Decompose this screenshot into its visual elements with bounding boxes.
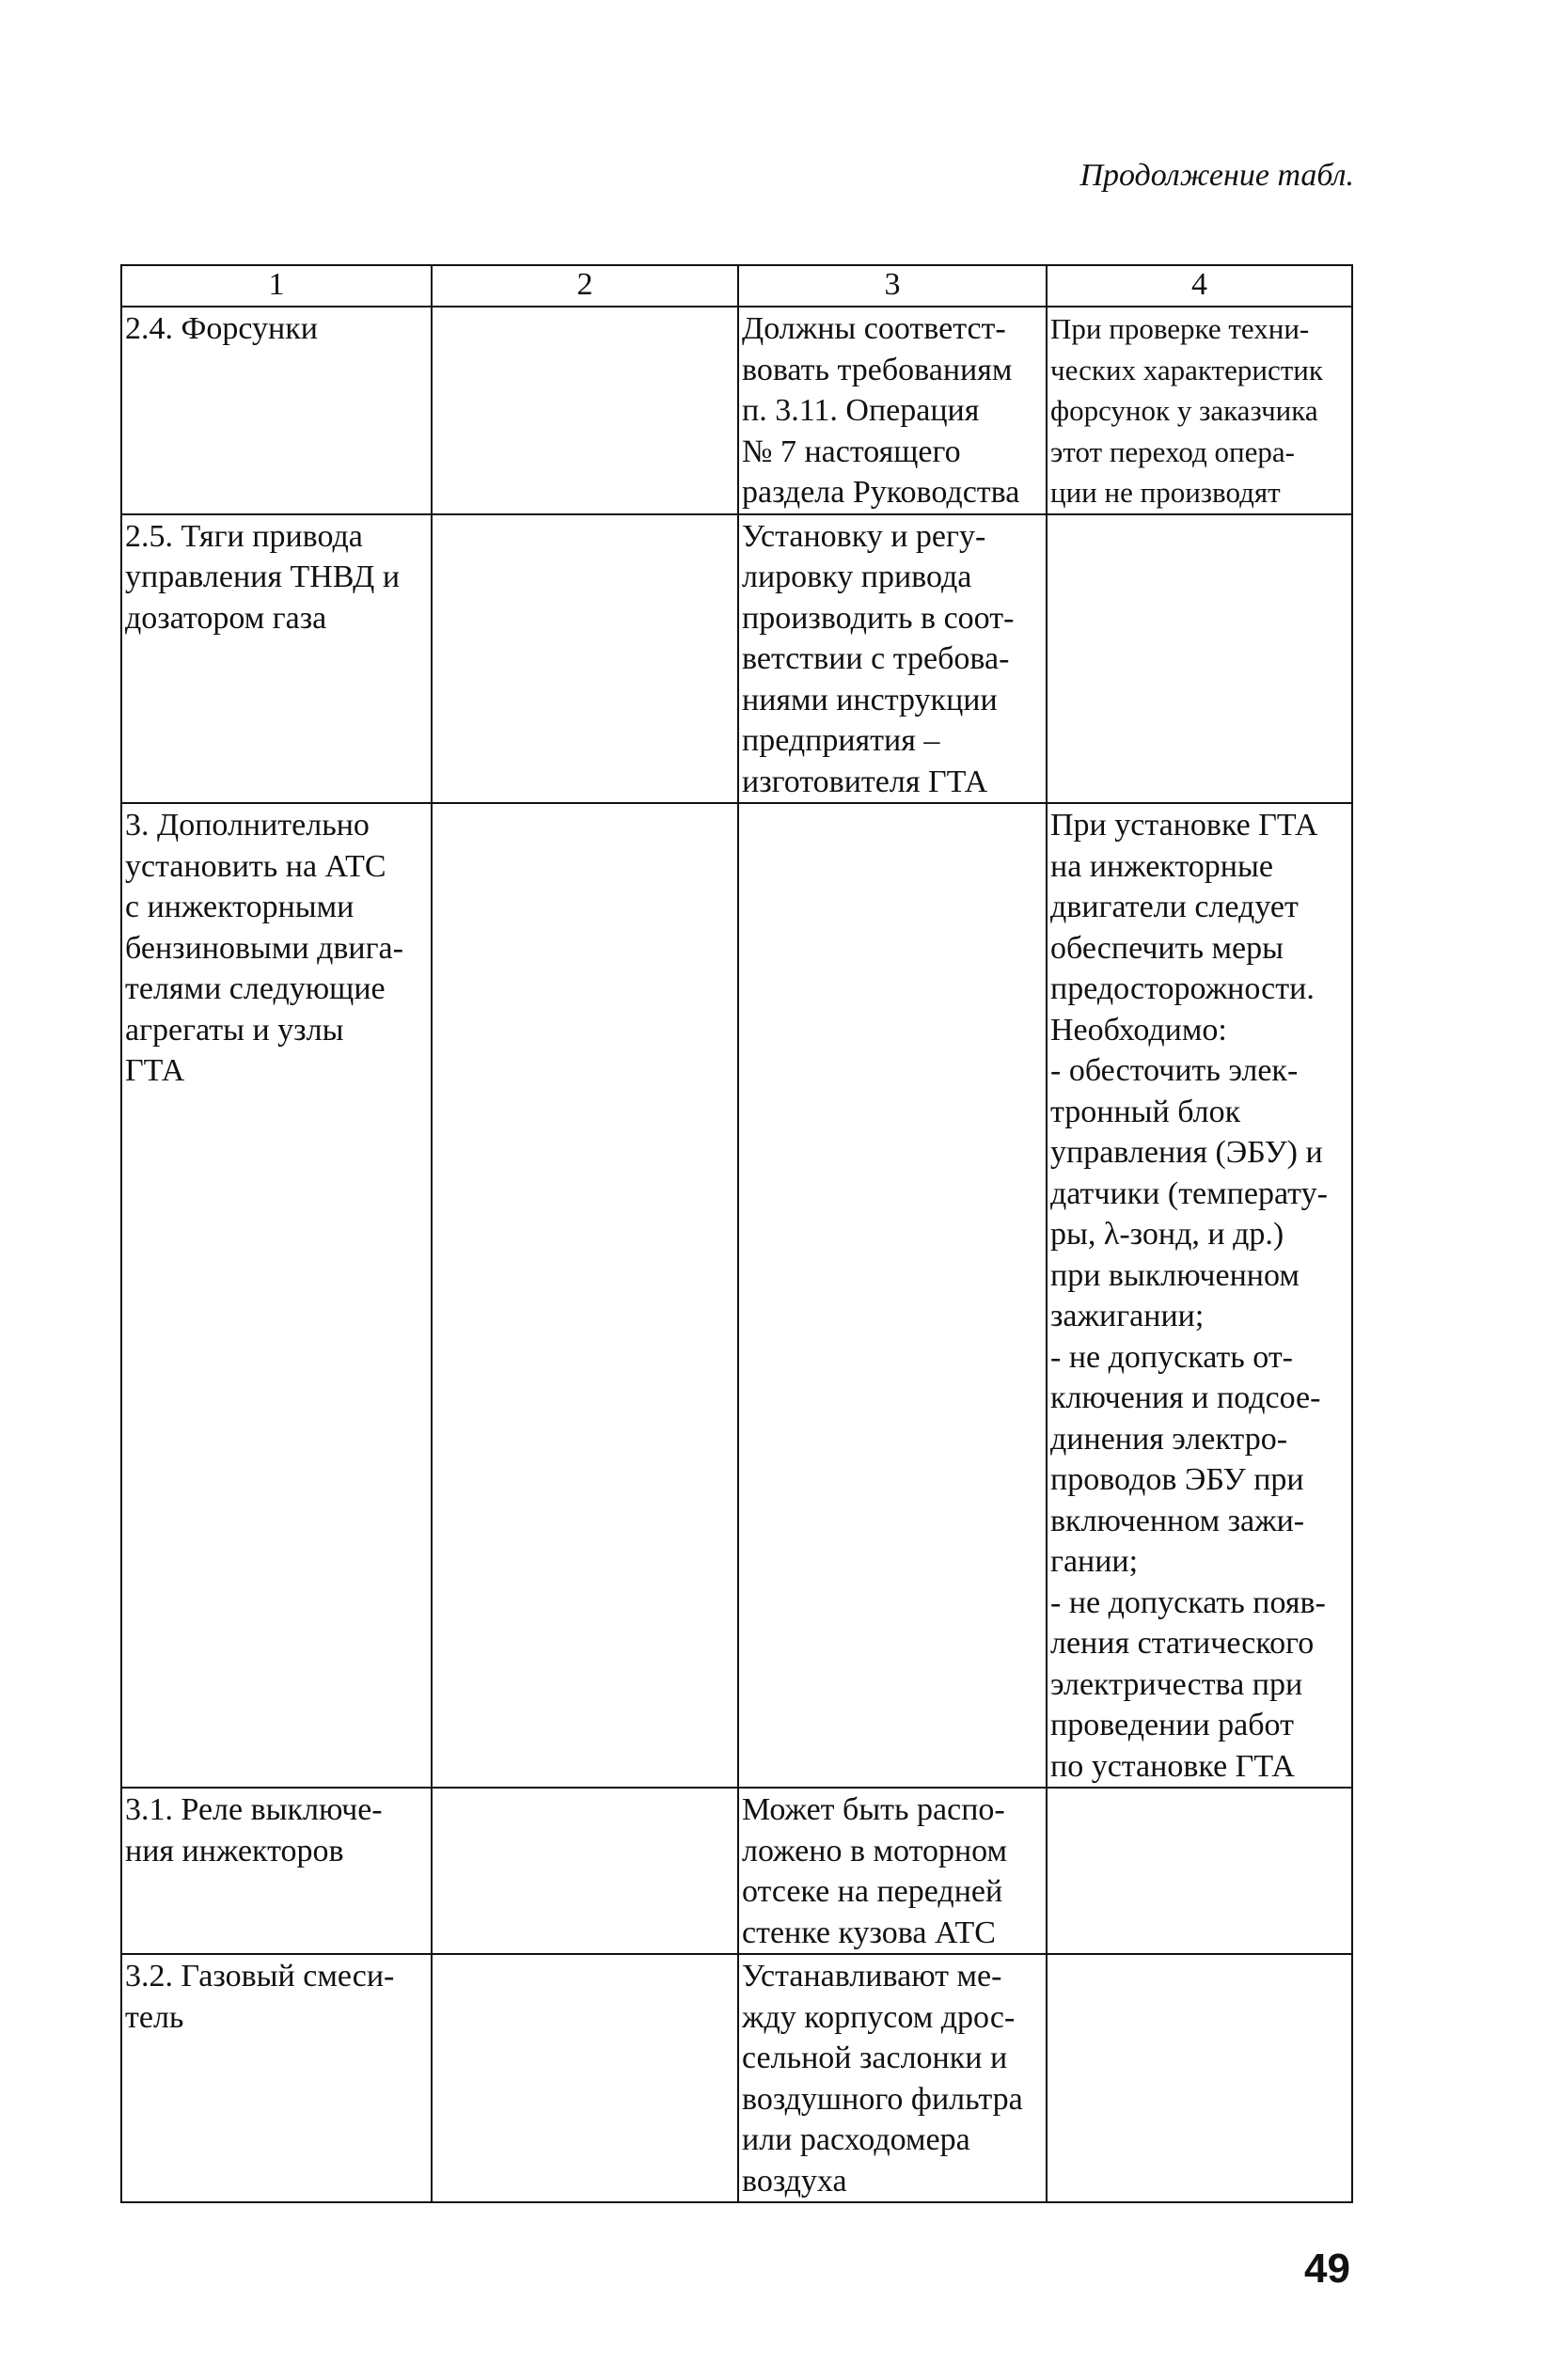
cell-empty <box>1047 1954 1352 2202</box>
cell-line: проведении работ <box>1050 1708 1294 1742</box>
cell-line: - обесточить элек- <box>1050 1053 1299 1088</box>
cell-item <box>121 1954 432 2202</box>
table-continuation-label: Продолжение табл. <box>1079 158 1354 193</box>
cell-line: бензиновыми двига- <box>125 930 403 966</box>
cell-line: ниями инструкции <box>742 682 998 717</box>
column-header-4: 4 <box>1047 265 1352 307</box>
cell-line: 2.5. Тяги привода <box>125 518 363 554</box>
cell-line: ческих характеристик <box>1050 353 1323 386</box>
cell-line: При проверке техни- <box>1050 312 1310 345</box>
cell-line: с инжекторными <box>125 890 354 924</box>
cell-line: 3.1. Реле выключе- <box>125 1792 383 1827</box>
cell-line: управления (ЭБУ) и <box>1050 1135 1323 1170</box>
cell-notes <box>1047 803 1352 1788</box>
cell-requirements <box>738 514 1047 804</box>
cell-line: Может быть распо- <box>742 1792 1005 1827</box>
cell-line: ры, λ-зонд, и др.) <box>1050 1217 1284 1252</box>
cell-line: № 7 настоящего <box>742 433 961 469</box>
cell-line: тронный блок <box>1050 1094 1241 1129</box>
cell-requirements <box>738 307 1047 514</box>
table-row <box>121 307 1352 514</box>
cell-line: этот переход опера- <box>1050 434 1295 468</box>
cell-line: Устанавливают ме- <box>742 1959 1002 1994</box>
cell-line: датчики (температу- <box>1050 1175 1328 1211</box>
cell-line: 2.4. Форсунки <box>125 311 318 346</box>
cell-line: при выключенном <box>1050 1257 1300 1293</box>
table-row <box>121 514 1352 804</box>
cell-line: Установку и регу- <box>742 518 986 554</box>
cell-line: 3.2. Газовый смеси- <box>125 1959 395 1994</box>
cell-line: изготовителя ГТА <box>742 764 988 799</box>
cell-item <box>121 307 432 514</box>
cell-line: на инжекторные <box>1050 848 1273 884</box>
cell-line: лировку привода <box>742 560 972 594</box>
cell-line: Должны соответст- <box>742 311 1006 346</box>
cell-notes <box>1047 307 1352 514</box>
cell-line: по установке ГТА <box>1050 1748 1295 1784</box>
cell-line: форсунок у заказчика <box>1050 394 1318 427</box>
cell-requirements <box>738 1788 1047 1954</box>
cell-line: стенке кузова АТС <box>742 1915 996 1950</box>
cell-line: включенном зажи- <box>1050 1503 1305 1538</box>
cell-empty <box>432 1788 738 1954</box>
cell-empty <box>432 1954 738 2202</box>
cell-line: вовать требованиям <box>742 352 1013 387</box>
cell-item <box>121 1788 432 1954</box>
cell-empty <box>432 307 738 514</box>
cell-line: электричества при <box>1050 1666 1303 1702</box>
cell-line: Необходимо: <box>1050 1012 1227 1048</box>
cell-empty <box>432 803 738 1788</box>
cell-line: - не допускать от- <box>1050 1339 1294 1375</box>
cell-empty <box>1047 514 1352 804</box>
cell-line: гании; <box>1050 1544 1139 1579</box>
cell-item <box>121 803 432 1788</box>
column-header-2: 2 <box>432 265 738 307</box>
page-number: 49 <box>1304 2246 1350 2292</box>
cell-line: п. 3.11. Операция <box>742 393 980 428</box>
cell-line: ключения и подсое- <box>1050 1380 1321 1415</box>
cell-line: динения электро- <box>1050 1421 1288 1457</box>
table-row <box>121 1788 1352 1954</box>
table-row <box>121 1954 1352 2202</box>
cell-line: - не допускать появ- <box>1050 1584 1326 1620</box>
cell-line: агрегаты и узлы <box>125 1012 344 1048</box>
cell-line: двигатели следует <box>1050 890 1299 924</box>
cell-line: воздушного фильтра <box>742 2081 1023 2117</box>
cell-line: предосторожности. <box>1050 971 1315 1006</box>
cell-line: отсеке на передней <box>742 1874 1003 1909</box>
cell-line: управления ТНВД и <box>125 560 401 594</box>
column-header-3: 3 <box>738 265 1047 307</box>
cell-line: производить в соот- <box>742 600 1015 636</box>
cell-line: проводов ЭБУ при <box>1050 1462 1304 1497</box>
table-row <box>121 803 1352 1788</box>
cell-line: ления статического <box>1050 1626 1315 1661</box>
cell-empty <box>1047 1788 1352 1954</box>
cell-line: дозатором газа <box>125 600 327 636</box>
cell-line: установить на АТС <box>125 848 386 884</box>
cell-line: предприятия – <box>742 723 940 758</box>
cell-line: телями следующие <box>125 971 386 1006</box>
cell-line: или расходомера <box>742 2122 970 2157</box>
table-header-row <box>121 265 1352 307</box>
column-header-1: 1 <box>121 265 432 307</box>
cell-line: ГТА <box>125 1053 185 1088</box>
cell-line: 3. Дополнительно <box>125 808 370 843</box>
cell-item <box>121 514 432 804</box>
cell-line: обеспечить меры <box>1050 930 1284 966</box>
cell-line: ветствии с требова- <box>742 641 1010 676</box>
specification-table <box>120 264 1353 2203</box>
cell-line: жду корпусом дрос- <box>742 1999 1016 2035</box>
cell-empty <box>738 803 1047 1788</box>
cell-line: раздела Руководства <box>742 475 1020 510</box>
cell-line: При установке ГТА <box>1050 808 1318 843</box>
cell-requirements <box>738 1954 1047 2202</box>
cell-line: воздуха <box>742 2163 847 2199</box>
cell-line: ложено в моторном <box>742 1833 1008 1868</box>
cell-line: ния инжекторов <box>125 1833 344 1868</box>
cell-line: сельной заслонки и <box>742 2041 1008 2075</box>
cell-line: тель <box>125 1999 184 2035</box>
cell-line: зажигании; <box>1050 1299 1205 1333</box>
cell-empty <box>432 514 738 804</box>
cell-line: ции не производят <box>1050 476 1281 509</box>
